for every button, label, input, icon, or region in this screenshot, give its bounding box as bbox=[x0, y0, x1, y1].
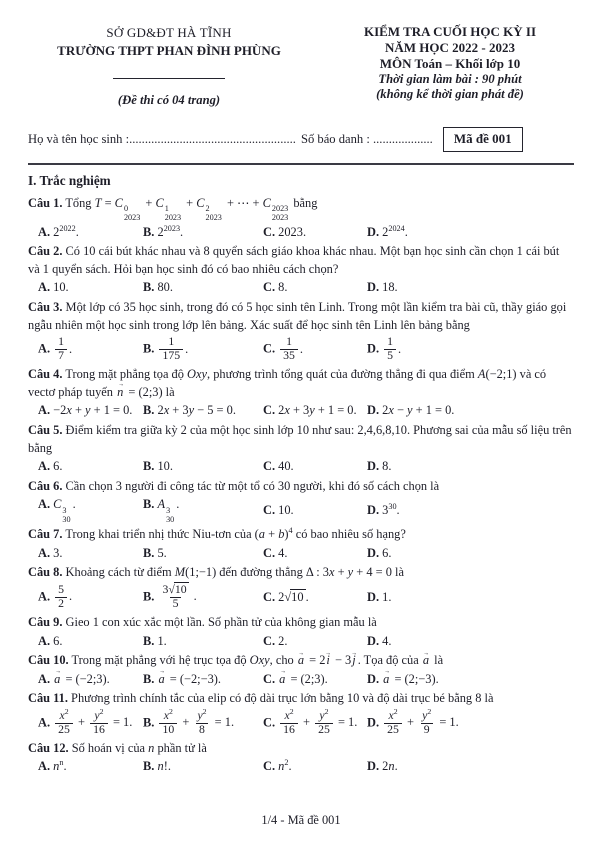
question-label: Câu 4. bbox=[28, 367, 63, 382]
header-divider bbox=[113, 78, 225, 79]
option-d: D. 1. bbox=[367, 589, 392, 604]
option-d: D. 18. bbox=[367, 280, 398, 295]
question-label: Câu 1. bbox=[28, 195, 63, 210]
option-b: B. 10. bbox=[143, 459, 173, 474]
horizontal-rule bbox=[28, 163, 574, 165]
exam-title: KIỂM TRA CUỐI HỌC KỲ II bbox=[363, 24, 537, 39]
question-label: Câu 11. bbox=[28, 691, 68, 706]
question-stem: Câu 3. Một lớp có 35 học sinh, trong đó có 5 học sinh tên Linh. Trong một lần kiểm tra bài cũ, thầy giáo gọi ngẫu nhiên một học sinh trong lớp lên bảng. Xác suất để học sinh tên Linh lên bảng bằng bbox=[28, 300, 567, 332]
option-d: D. 8. bbox=[367, 459, 392, 474]
option-a: A. $\frac{5}{2}$ . bbox=[38, 583, 73, 610]
option-b: B. A 3 30 . bbox=[143, 497, 180, 524]
question-stem: Câu 7. Trong khai triển nhị thức Niu-tơn của $(a + b)^4$ có bao nhiêu số hạng? bbox=[28, 526, 406, 542]
question bbox=[28, 243, 574, 297]
exam-header bbox=[28, 24, 574, 110]
option-b: B. $2^{2023}$. bbox=[143, 223, 184, 239]
question-stem: Câu 1. Tổng T = C 0 2023 + C 1 2023 + C 2 2023 + ⋯ + C 2023 2023 bằng bbox=[28, 195, 318, 223]
option-a: A. 6. bbox=[38, 633, 63, 648]
option-b: B. 1. bbox=[143, 633, 167, 648]
option-c: C. 2x + 3y + 1 = 0. bbox=[263, 403, 357, 418]
question-label: Câu 7. bbox=[28, 527, 63, 542]
question-options bbox=[38, 758, 574, 776]
exam-code-box: Mã đề 001 bbox=[443, 127, 523, 152]
option-a: A. −2x + y + 1 = 0. bbox=[38, 403, 133, 418]
option-a: A. $n^n$. bbox=[38, 758, 67, 774]
option-c: C. 8. bbox=[263, 280, 288, 295]
option-c: C. → a = (2;3). bbox=[263, 671, 367, 689]
student-info-line bbox=[28, 127, 574, 152]
question-options bbox=[38, 709, 574, 738]
option-b: B. 80. bbox=[143, 280, 173, 295]
question-options bbox=[38, 545, 574, 563]
school-year: NĂM HỌC 2022 - 2023 bbox=[385, 39, 515, 55]
option-b: B. 2x + 3y − 5 = 0. bbox=[143, 403, 236, 418]
option-d: D. → a = (2;−3). bbox=[367, 671, 574, 689]
option-c: C. $n^2$. bbox=[263, 758, 292, 774]
option-a: A. $2^{2022}$. bbox=[38, 223, 79, 239]
option-c: C. 2. bbox=[263, 633, 288, 648]
option-d: D. $3^{30}$. bbox=[367, 501, 400, 517]
subject-grade: MÔN Toán – Khối lớp 10 bbox=[379, 55, 521, 71]
question-label: Câu 3. bbox=[28, 300, 63, 315]
question bbox=[28, 526, 574, 562]
option-a: A. $\frac{x^2}{25}$ + $\frac{y^2}{16}$ = 1. bbox=[38, 707, 133, 736]
option-a: A. 6. bbox=[38, 459, 63, 474]
option-c: C. 40. bbox=[263, 459, 294, 474]
question-stem: Câu 9. Gieo 1 con xúc xắc một lần. Số phần tử của không gian mẫu là bbox=[28, 614, 377, 629]
question-stem: Câu 8. Khoảng cách từ điểm M(1;−1) đến đường thẳng Δ : 3x + y + 4 = 0 là bbox=[28, 565, 404, 580]
question bbox=[28, 366, 574, 420]
question-label: Câu 12. bbox=[28, 740, 69, 755]
question-options bbox=[38, 279, 574, 297]
question bbox=[28, 564, 574, 612]
question-label: Câu 5. bbox=[28, 423, 63, 438]
question-stem: Câu 12. Số hoán vị của n phần tử là bbox=[28, 740, 207, 755]
department-name: SỞ GD&ĐT HÀ TĨNH bbox=[106, 25, 232, 40]
question-options bbox=[38, 458, 574, 476]
option-b: B. n!. bbox=[143, 759, 171, 774]
option-c: C. 2√10 . bbox=[263, 589, 309, 604]
option-d: D. 6. bbox=[367, 545, 392, 560]
option-a: A. C 3 30 . bbox=[38, 497, 76, 524]
student-id-label: Số báo danh : ................... bbox=[300, 131, 433, 146]
option-d: D. $\frac{x^2}{25}$ + $\frac{y^2}{9}$ = 1. bbox=[367, 707, 459, 736]
question-stem: Câu 2. Có 10 cái bút khác nhau và 8 quyển sách giáo khoa khác nhau. Một bạn học sinh cần chọn 1 cái bút và 1 quyển sách. Hỏi bạn học sinh đó có bao nhiêu cách chọn? bbox=[28, 244, 560, 276]
duration-note: (không kể thời gian phát đề) bbox=[376, 86, 524, 101]
header-right bbox=[326, 24, 574, 110]
question-options bbox=[38, 633, 574, 651]
question-options bbox=[38, 583, 574, 612]
option-b: B. $\frac{x^2}{10}$ + $\frac{y^2}{8}$ = 1. bbox=[143, 707, 235, 736]
question-options bbox=[38, 402, 574, 420]
option-d: D. 2x − y + 1 = 0. bbox=[367, 403, 455, 418]
question-label: Câu 9. bbox=[28, 614, 63, 629]
option-a: A. $\frac{1}{7}$ . bbox=[38, 335, 73, 363]
question bbox=[28, 652, 574, 688]
student-name-label: Họ và tên học sinh :..................................................... bbox=[28, 131, 296, 146]
page-footer: 1/4 - Mã đề 001 bbox=[261, 813, 341, 828]
option-c: C. 4. bbox=[263, 545, 288, 560]
option-c: C. $\frac{1}{35}$ . bbox=[263, 335, 304, 363]
question-options bbox=[38, 671, 574, 689]
option-c: C. $\frac{x^2}{16}$ + $\frac{y^2}{25}$ = 1. bbox=[263, 707, 358, 736]
questions-list bbox=[28, 195, 574, 776]
question-label: Câu 6. bbox=[28, 478, 63, 493]
question-options bbox=[38, 335, 574, 364]
option-b: B. $\frac{3√10}{5}$ . bbox=[143, 583, 197, 610]
question bbox=[28, 740, 574, 776]
question bbox=[28, 614, 574, 650]
option-a: A. 3. bbox=[38, 545, 63, 560]
exam-duration: Thời gian làm bài : 90 phút bbox=[378, 71, 522, 86]
question-options bbox=[38, 496, 574, 524]
option-d: D. 4. bbox=[367, 633, 392, 648]
question-stem: Câu 6. Cần chọn 3 người đi công tác từ một tổ có 30 người, khi đó số cách chọn là bbox=[28, 478, 440, 493]
option-b: B. → a = (−2;−3). bbox=[143, 671, 263, 689]
option-d: D. $\frac{1}{5}$ . bbox=[367, 335, 402, 363]
question bbox=[28, 422, 574, 476]
pages-note: (Đề thi có 04 trang) bbox=[117, 92, 221, 107]
header-left bbox=[28, 24, 310, 110]
option-d: D. 2n. bbox=[367, 759, 398, 774]
option-b: B. $\frac{1}{175}$ . bbox=[143, 335, 189, 363]
question bbox=[28, 299, 574, 364]
option-b: B. 5. bbox=[143, 545, 167, 560]
section-title: I. Trắc nghiệm bbox=[28, 173, 111, 189]
option-d: D. $2^{2024}$. bbox=[367, 223, 408, 239]
question-options bbox=[38, 224, 574, 242]
question bbox=[28, 195, 574, 241]
option-a: A. → a = (−2;3). bbox=[38, 671, 143, 689]
option-c: C. 2023. bbox=[263, 224, 307, 239]
question-stem: Câu 5. Điểm kiểm tra giữa kỳ 2 của một học sinh lớp 10 như sau: 2,4,6,8,10. Phương sai của mẫu số liệu trên bằng bbox=[28, 423, 572, 455]
question-label: Câu 8. bbox=[28, 565, 63, 580]
school-name: TRƯỜNG THPT PHAN ĐÌNH PHÙNG bbox=[57, 43, 281, 59]
question-label: Câu 2. bbox=[28, 244, 63, 259]
question bbox=[28, 478, 574, 524]
question-stem: Câu 11. Phương trình chính tắc của elip có độ dài trục lớn bằng 10 và độ dài trục bé bằng 8 là bbox=[28, 691, 494, 706]
option-c: C. 10. bbox=[263, 502, 294, 517]
question-label: Câu 10. bbox=[28, 653, 69, 668]
question-stem: Câu 10. Trong mặt phẳng với hệ trục tọa độ Oxy, cho → a = 2→ i − 3→ j . Tọa độ của → a là bbox=[28, 652, 574, 670]
option-a: A. 10. bbox=[38, 280, 69, 295]
question-stem: Câu 4. Trong mặt phẳng tọa độ Oxy, phương trình tổng quát của đường thẳng đi qua điểm A(−2;1) và có vectơ pháp tuyến → n = (2;3) là bbox=[28, 366, 574, 401]
question bbox=[28, 690, 574, 738]
